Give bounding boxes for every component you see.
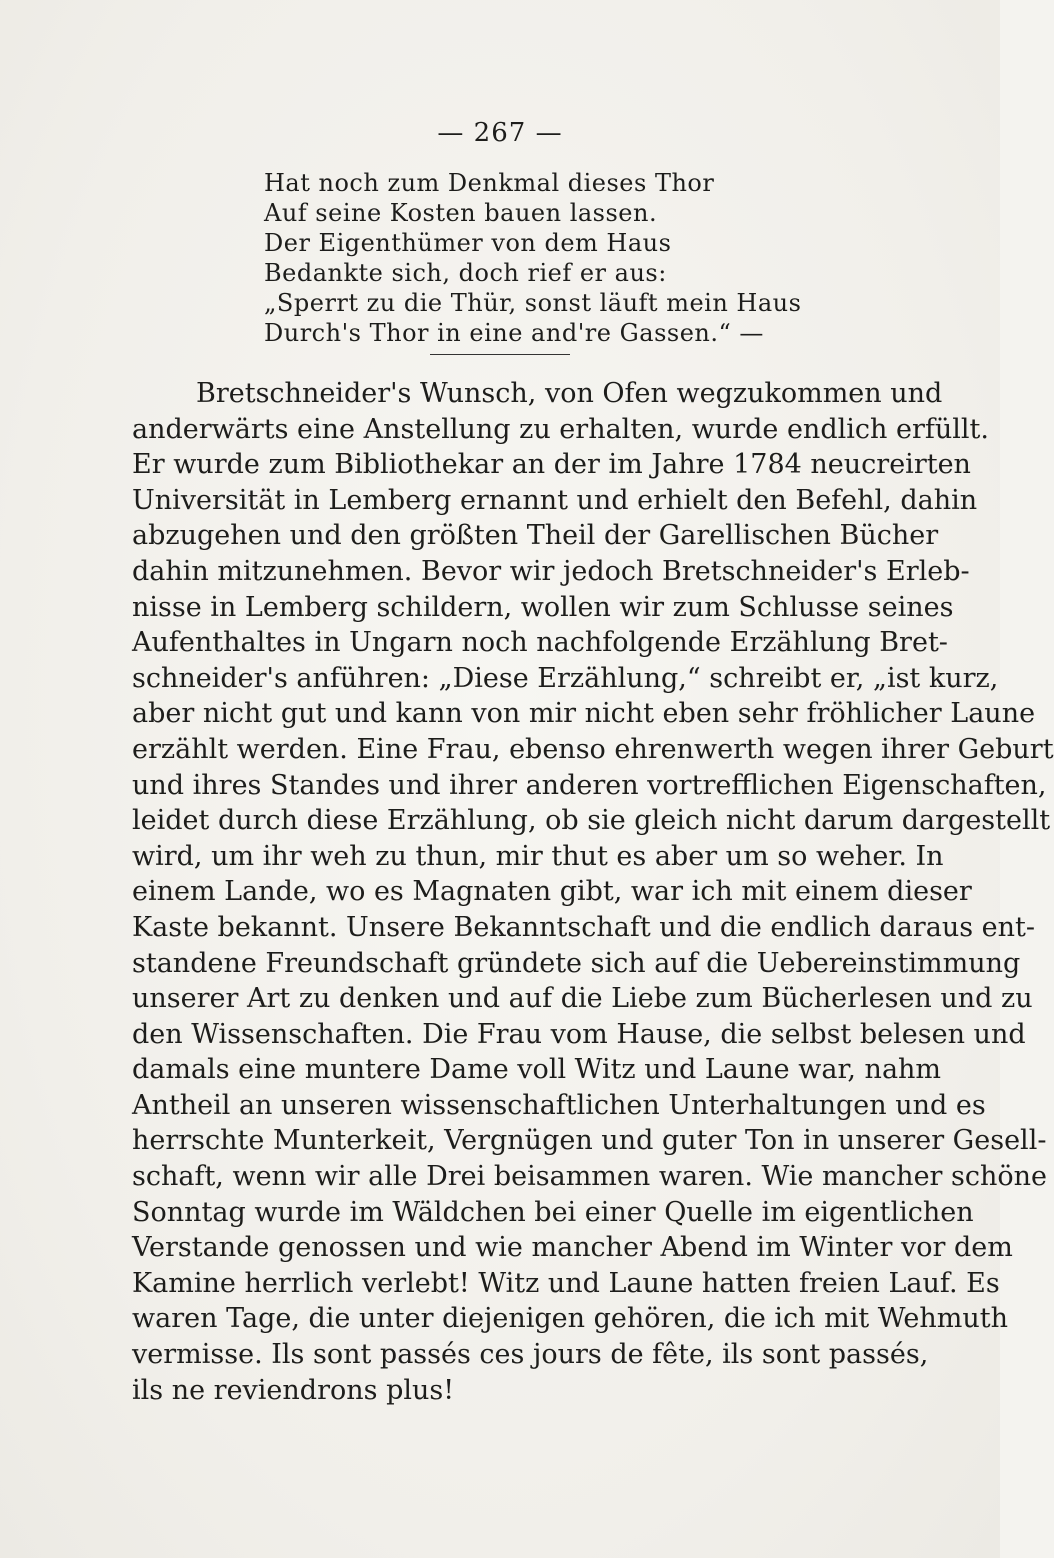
prose-line: Aufenthaltes in Ungarn noch nachfolgende Erzählung Bret- bbox=[132, 627, 948, 659]
prose-line: ils ne reviendrons plus! bbox=[132, 1374, 455, 1406]
prose-line: herrschte Munterkeit, Vergnügen und guter Ton in unserer Gesell- bbox=[132, 1125, 1047, 1157]
prose-line: damals eine muntere Dame voll Witz und Laune war, nahm bbox=[132, 1054, 942, 1086]
prose-line: aber nicht gut und kann von mir nicht eben sehr fröhlicher Laune bbox=[132, 698, 1036, 730]
prose-line: Sonntag wurde im Wäldchen bei einer Quelle im eigentlichen bbox=[132, 1196, 974, 1228]
verse-line: Der Eigenthümer von dem Haus bbox=[264, 229, 672, 257]
verse-block bbox=[264, 168, 802, 348]
prose-line: waren Tage, die unter diejenigen gehören, die ich mit Wehmuth bbox=[132, 1303, 1008, 1335]
prose-line: vermisse. Ils sont passés ces jours de fête, ils sont passés, bbox=[132, 1339, 929, 1371]
prose-line: leidet durch diese Erzählung, ob sie gleich nicht darum dargestellt bbox=[132, 805, 1051, 837]
prose-line: dahin mitzunehmen. Bevor wir jedoch Bretschneider's Erleb- bbox=[132, 555, 970, 587]
verse-line: Hat noch zum Denkmal dieses Thor bbox=[264, 169, 715, 197]
verse-line: Durch's Thor in eine and're Gassen.“ — bbox=[264, 319, 764, 347]
prose-line: Er wurde zum Bibliothekar an der im Jahre 1784 neucreirten bbox=[132, 449, 971, 481]
prose-line: den Wissenschaften. Die Frau vom Hause, die selbst belesen und bbox=[132, 1018, 1026, 1050]
prose-line: Kamine herrlich verlebt! Witz und Laune hatten freien Lauf. Es bbox=[132, 1267, 1000, 1299]
prose-line: Antheil an unseren wissenschaftlichen Unterhaltungen und es bbox=[132, 1089, 986, 1121]
prose-line: und ihres Standes und ihrer anderen vortrefflichen Eigenschaften, bbox=[132, 769, 1047, 801]
prose-line: einem Lande, wo es Magnaten gibt, war ich mit einem dieser bbox=[132, 876, 972, 908]
page-number: — 267 — bbox=[437, 118, 563, 148]
prose-line: Verstande genossen und wie mancher Abend im Winter vor dem bbox=[132, 1232, 1013, 1264]
section-divider bbox=[430, 354, 570, 355]
verse-line: Auf seine Kosten bauen lassen. bbox=[264, 199, 658, 227]
prose-line: Kaste bekannt. Unsere Bekanntschaft und die endlich daraus ent- bbox=[132, 911, 1035, 943]
prose-line: anderwärts eine Anstellung zu erhalten, wurde endlich erfüllt. bbox=[132, 413, 989, 445]
prose-line: wird, um ihr weh zu thun, mir thut es aber um so weher. In bbox=[132, 840, 944, 872]
prose-block bbox=[132, 376, 1054, 1408]
prose-line: standene Freundschaft gründete sich auf die Uebereinstimmung bbox=[132, 947, 1021, 979]
prose-line: abzugehen und den größten Theil der Garellischen Bücher bbox=[132, 520, 939, 552]
prose-line: Bretschneider's Wunsch, von Ofen wegzukommen und bbox=[196, 378, 943, 409]
verse-line: „Sperrt zu die Thür, sonst läuft mein Haus bbox=[264, 289, 802, 317]
prose-line: schneider's anführen: „Diese Erzählung,“ schreibt er, „ist kurz, bbox=[132, 662, 999, 694]
prose-line: nisse in Lemberg schildern, wollen wir zum Schlusse seines bbox=[132, 591, 954, 623]
verse-line: Bedankte sich, doch rief er aus: bbox=[264, 259, 667, 287]
prose-line: Universität in Lemberg ernannt und erhielt den Befehl, dahin bbox=[132, 484, 978, 516]
prose-line: schaft, wenn wir alle Drei beisammen waren. Wie mancher schöne bbox=[132, 1161, 1048, 1193]
prose-line: unserer Art zu denken und auf die Liebe zum Bücherlesen und zu bbox=[132, 983, 1033, 1015]
prose-line: erzählt werden. Eine Frau, ebenso ehrenwerth wegen ihrer Geburt bbox=[132, 733, 1054, 765]
